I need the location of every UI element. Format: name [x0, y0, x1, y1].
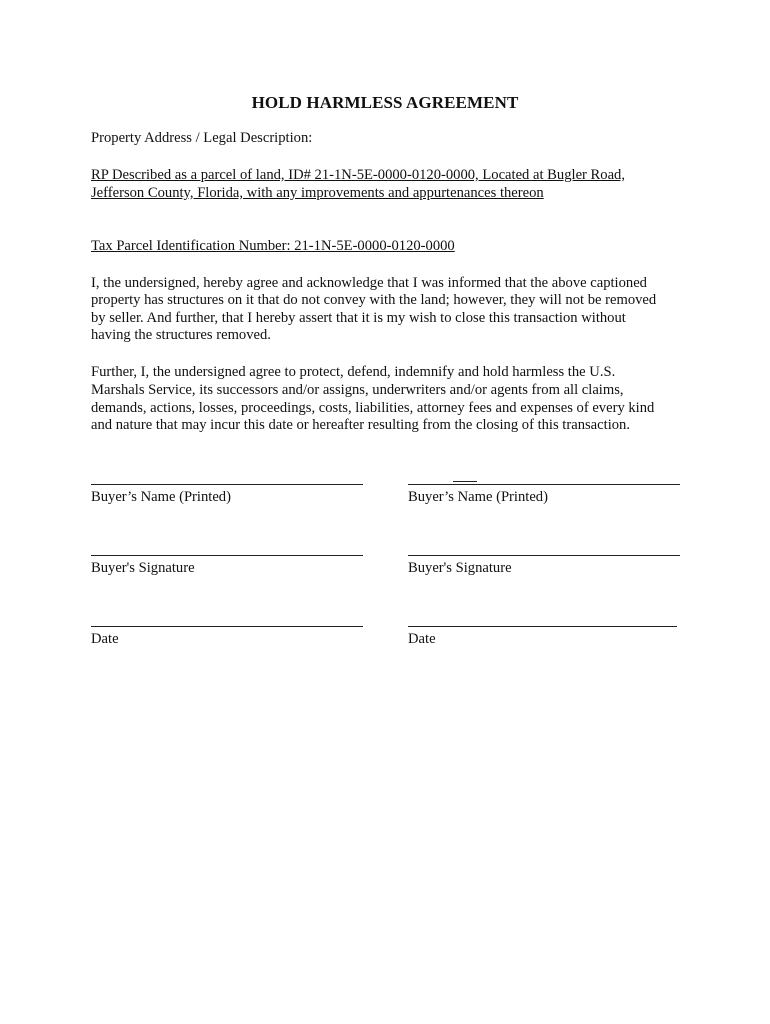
right-signature-line[interactable]: [408, 555, 680, 556]
left-date-label: Date: [91, 631, 119, 647]
paragraph-line: by seller. And further, that I hereby assert that it is my wish to close this transaction without: [91, 310, 626, 326]
left-name-label: Buyer’s Name (Printed): [91, 489, 231, 505]
legal-description-line-2: Jefferson County, Florida, with any improvements and appurtenances thereon: [91, 185, 544, 201]
paragraph-line: Further, I, the undersigned agree to protect, defend, indemnify and hold harmless the U.S.: [91, 364, 616, 380]
paragraph-line: I, the undersigned, hereby agree and acknowledge that I was informed that the above captioned: [91, 275, 647, 291]
left-signature-label: Buyer's Signature: [91, 560, 195, 576]
right-date-line[interactable]: [408, 626, 677, 627]
right-name-line[interactable]: [408, 484, 680, 485]
left-name-line[interactable]: [91, 484, 363, 485]
paragraph-line: Marshals Service, its successors and/or assigns, underwriters and/or agents from all claims,: [91, 382, 624, 398]
left-date-line[interactable]: [91, 626, 363, 627]
right-date-label: Date: [408, 631, 436, 647]
tax-parcel-id: Tax Parcel Identification Number: 21-1N-5E-0000-0120-0000: [91, 238, 455, 254]
left-signature-line[interactable]: [91, 555, 363, 556]
right-signature-label: Buyer's Signature: [408, 560, 512, 576]
property-label: Property Address / Legal Description:: [91, 130, 313, 146]
paragraph-line: demands, actions, losses, proceedings, costs, liabilities, attorney fees and expenses of every kind: [91, 400, 655, 416]
paragraph-line: and nature that may incur this date or hereafter resulting from the closing of this transaction.: [91, 417, 630, 433]
legal-description-line-1: RP Described as a parcel of land, ID# 21-1N-5E-0000-0120-0000, Located at Bugler Road,: [91, 167, 626, 183]
document-title: HOLD HARMLESS AGREEMENT: [251, 93, 519, 112]
paragraph-line: property has structures on it that do not convey with the land; however, they will not be removed: [91, 292, 657, 308]
stray-mark: [453, 481, 477, 482]
paragraph-line: having the structures removed.: [91, 327, 271, 343]
right-name-label: Buyer’s Name (Printed): [408, 489, 548, 505]
